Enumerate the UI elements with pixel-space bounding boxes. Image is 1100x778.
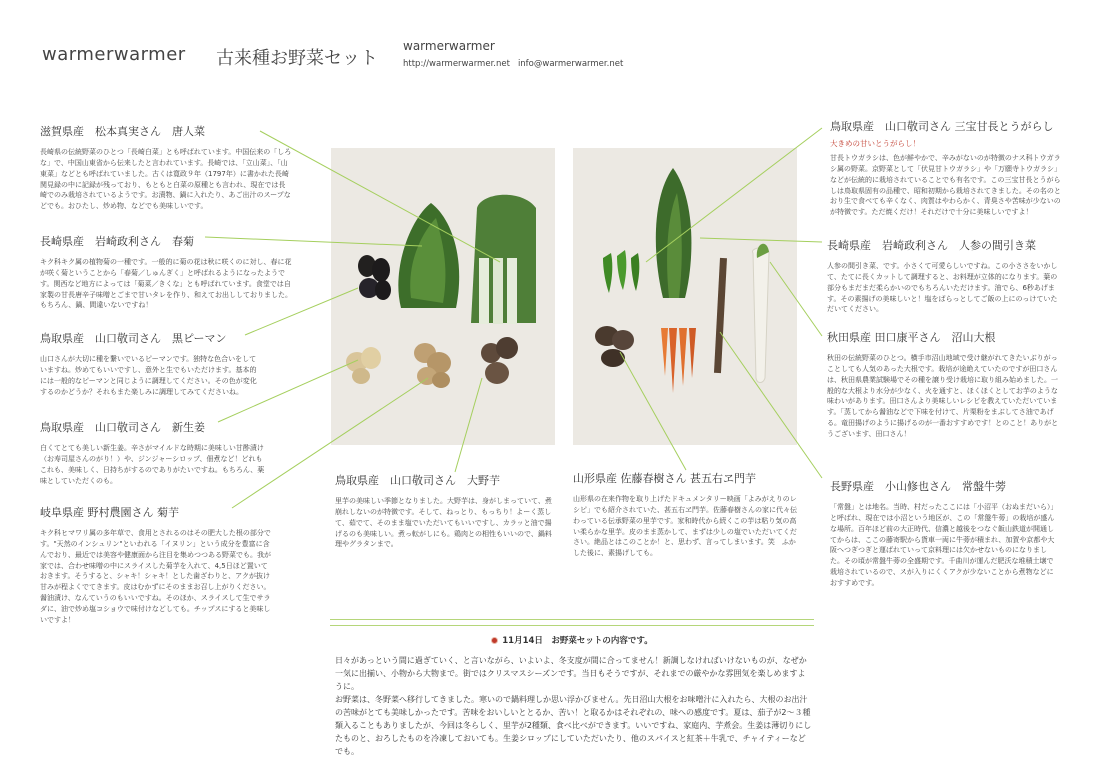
bullet-dot-icon (491, 637, 498, 644)
contact-line (403, 59, 631, 69)
veg-heading: 長崎県産 岩崎政利さん 春菊 (40, 235, 194, 248)
veg-block-new-ginger (40, 419, 268, 486)
veg-heading: 鳥取県産 山口敬司さん 三宝甘長とうがらし (830, 120, 1054, 133)
veg-block-ohno-imo (335, 472, 557, 550)
veg-description: 里芋の美味しい季節となりました。大野芋は、身がしまっていて、煮崩れしないのが特徴です。そして、ねっとり、もっちり！よーく蒸して、茹でて、そのまま塩でいただいてもいいですし、カラッと油で揚げるのも美味しい。煮っ転がしにも。鶏肉との相性もいいので、鍋料理やグラタンまで。 (335, 497, 552, 549)
veg-description: 人参の間引き菜、です。小さくて可愛らしいですね。この小ささをいかして、たてに長くカットして調理すると、お料理が立体的になります。葉の部分もまだまだ柔らかいのでもちろんいただけます。油でら、6秒あげます。その素揚げの美味しいと！塩をぱらっとしてご飯の上にのっけていただいてください。 (827, 262, 1058, 314)
veg-heading: 山形県産 佐藤春樹さん 甚五右ヱ門芋 (573, 472, 756, 485)
veg-block-black-pepper (40, 330, 260, 397)
veg-block-carrot-thinnings (827, 237, 1059, 315)
contact-name: warmerwarmer (403, 39, 495, 53)
veg-block-jingoemon-imo (573, 470, 799, 559)
veg-block-tokiwa-gobo (830, 478, 1058, 589)
veg-description: キク科キク属の植物菊の一種です。一般的に菊の花は秋に咲くのに対し、春に花が咲く菊ということから「春菊／しゅんぎく」と呼ばれるようになったようです。関西など地方によっては「菊菜／きくな」とも呼ばれています。食堂では自家製の甘長唐辛子味噌とごまで甘いタレを作り、和えてお出ししておりました。もちろん、鍋、間違いないですね！ (40, 258, 292, 310)
veg-description: 長崎県の伝統野菜のひとつ「長崎白菜」とも呼ばれています。中国伝来の「しろな」で、中国山東省から伝来したと言われています。長崎では、「立山菜」、「山東菜」などとも呼ばれていました。古くは寛政９年（1797年）に書かれた長崎関見録の中に記録が残っており、もともと白菜の原種とも言われ、現在では長崎でのみ栽培されているようです。お漬物、鍋に入れたり、あご出汁のスープなどでも。おひたし、炒め物、などでも美味しいです。 (40, 148, 292, 211)
veg-description: 秋田の伝統野菜のひとつ。横手市沼山地域で受け継がれてきたいぶりがっことしても人気のあった大根です。栽培が途絶えていたのですが田口さんは、秋田県農業試験場でその種を譲り受け栽培に取り組み始めました。一般的な大根より水分が少なく、火を通すと、ほくほくとしてお芋のような味わいがあります。田口さんより美味しいレシピを教えていただいています。「蒸してから醤油などで下味を付けて、片栗粉をまぶしてさ油であげる。竜田揚げのように揚げるのが一番おすすめです！とのこと！ありがとうございます、田口さん！ (827, 354, 1059, 438)
veg-block-tojinna (40, 123, 292, 212)
veg-heading: 滋賀県産 松本真実さん 唐人菜 (40, 125, 205, 138)
veg-subheading: 大きめの甘いとうがらし！ (830, 139, 920, 148)
divider (330, 619, 814, 620)
email-link[interactable]: info@warmerwarmer.net (517, 59, 624, 69)
website-link[interactable]: http://warmerwarmer.net (403, 59, 510, 69)
month-note-paragraph: お野菜は、冬野菜へ移行してきました。寒いので鍋料理しか思い浮かびません。先日沼山大根をお味噌汁に入れたら、大根のお出汁の苦味がとても美味しかったです。苦味をおいしいととるか、苦い！と取るかはそれぞれの、味への感度です。夏は、茄子が2〜３種類入ることもありましたが、今回は冬らしく、里芋が2種類、食べ比べができます。いいですね、家庭内、芋煮会。生姜は薄切りにしたものと、おろしたものを冷凍しておいても。生姜シロップにしていただいたり、他のスパイスと紅茶＋牛乳で、チャイティーなどでも。 (335, 694, 812, 756)
divider (330, 625, 814, 626)
veg-description: 山形県の在来作物を取り上げたドキュメンタリー映画「よみがえりのレシピ」でも紹介されていた、甚五右ヱ門芋。佐藤春樹さんの家に代々伝わっている伝承野菜の里芋です。家和時代から続くこの芋は粘り気の高い柔らかな里芋。皮のまま蒸かして、まずは少しの塩でいただいてください。絶品とはこのことか！と、思わず、言ってしまいます。笑 ふかした後に、素揚げしても。 (573, 495, 797, 558)
veg-block-sanpo-togarashi (830, 118, 1062, 218)
veg-heading: 鳥取県産 山口敬司さん 新生姜 (40, 421, 205, 434)
veg-description: 「常盤」とは地名。当時、村だったここには「小沼平（おぬまだいら）」と呼ばれ、現在では小沼という地区が、この「常盤牛蒡」の栽培が盛んな場所。百年ほど前の大正時代、信濃と越後をつなぐ飯山鉄道が開通してからは、ここの藤寄駅から貨車一両に牛蒡が積まれ、加賀や京都や大阪へつぎつぎと運ばれていって京料理には欠かせないものになりました。その頃が常盤牛蒡の全盛期です。千曲川が運んだ肥沃な堆積土壌で栽培されているので、スが入りにくくアクが少ないことから煮物などにおすすめです。 (830, 503, 1058, 587)
brand: warmerwarmer (42, 44, 186, 65)
vegetable-photo-left (331, 148, 555, 445)
veg-heading: 長野県産 小山修也さん 常盤牛蒡 (830, 480, 1006, 493)
vegetable-photo-right (573, 148, 797, 445)
month-note-paragraph: 日々があっという間に過ぎていく、と言いながら、いよいよ、冬支度が間に合ってません！新調しなければいけないものが、なぜか一気に出揃い、小物から大物まで。街ではクリスマスシーズンです。当日もそうですが、それまでの厳やかな雰囲気を楽しめますように。 (335, 656, 807, 691)
month-note-body (335, 655, 813, 759)
veg-heading: 鳥取県産 山口敬司さん 黒ピーマン (40, 332, 227, 345)
veg-description: キク科ヒマワリ属の多年草で、食用とされるのはその肥大した根の部分です。"天然のインシュリン"といわれる「イヌリン」という成分を豊富に含んでおり、最近では美容や健康面から注目を集めつつある野菜でも。我が家では、合わせ味噌の中にスライスした菊芋を入れて、4,5日ほど置いておきます。そうすると、シャキ！シャキ！とした歯ざわりと、アクが抜け甘みが程よくでてきます。皮はむかずにそのままお召し上がりください。醤油漬け、なんていうのもいいですね。そのほか、スライスして生でサラダに、油で炒め塩コショウで味付けなどしても。チップスにすると美味しいですよ！ (40, 529, 271, 624)
veg-description: 白くてとても美しい新生姜。辛さがマイルドな時期に美味しい甘酢漬け（お寿司屋さんのがり！）や、ジンジャーシロップ、佃煮など！どれもこれも、美味しく、日持ちがするのでありがたいですね。もちろん、薬味としていただくのも。 (40, 444, 265, 485)
veg-block-kikuimo (40, 504, 274, 626)
veg-description: 山口さんが大切に種を繋いでいるピーマンです。独特な色合いをしていますね。炒めてもいいですし、意外と生でもいただけます。基本的には一般的なピーマンと同じように調理してください。その色が変化するのかどうか？それもまた楽しみに調理してみてくださいね。 (40, 355, 257, 396)
veg-heading: 鳥取県産 山口敬司さん 大野芋 (335, 474, 500, 487)
veg-description: 甘長トウガラシは、色が鮮やかで、辛みがないのが特徴のナス科トウガラシ属の野菜。京野菜として「伏見甘トウガラシ」や「万願寺トウガラシ」などが伝統的に栽培されていることでも有名です。この三宝甘長とうがらしは鳥取県固有の品種で、昭和初期から栽培されてきました。その名のとおり生で食べても辛くなく、肉質はやわらかく、青臭さや苦味が少ないのが特徴です。ただ焼くだけ！それだけで十分に美味しいですよ！ (830, 154, 1061, 217)
veg-block-shungiku (40, 233, 292, 311)
veg-heading: 長崎県産 岩崎政利さん 人参の間引き菜 (827, 239, 1036, 252)
veg-block-numayama-daikon (827, 329, 1059, 440)
veg-heading: 岐阜県産 野村農園さん 菊芋 (40, 506, 179, 519)
veg-heading: 秋田県産 田口康平さん 沼山大根 (827, 331, 996, 344)
month-note-title-text: 11月14日 お野菜セットの内容です。 (502, 636, 653, 646)
month-note-title (330, 634, 814, 646)
document-title: 古来種お野菜セット (216, 48, 378, 69)
